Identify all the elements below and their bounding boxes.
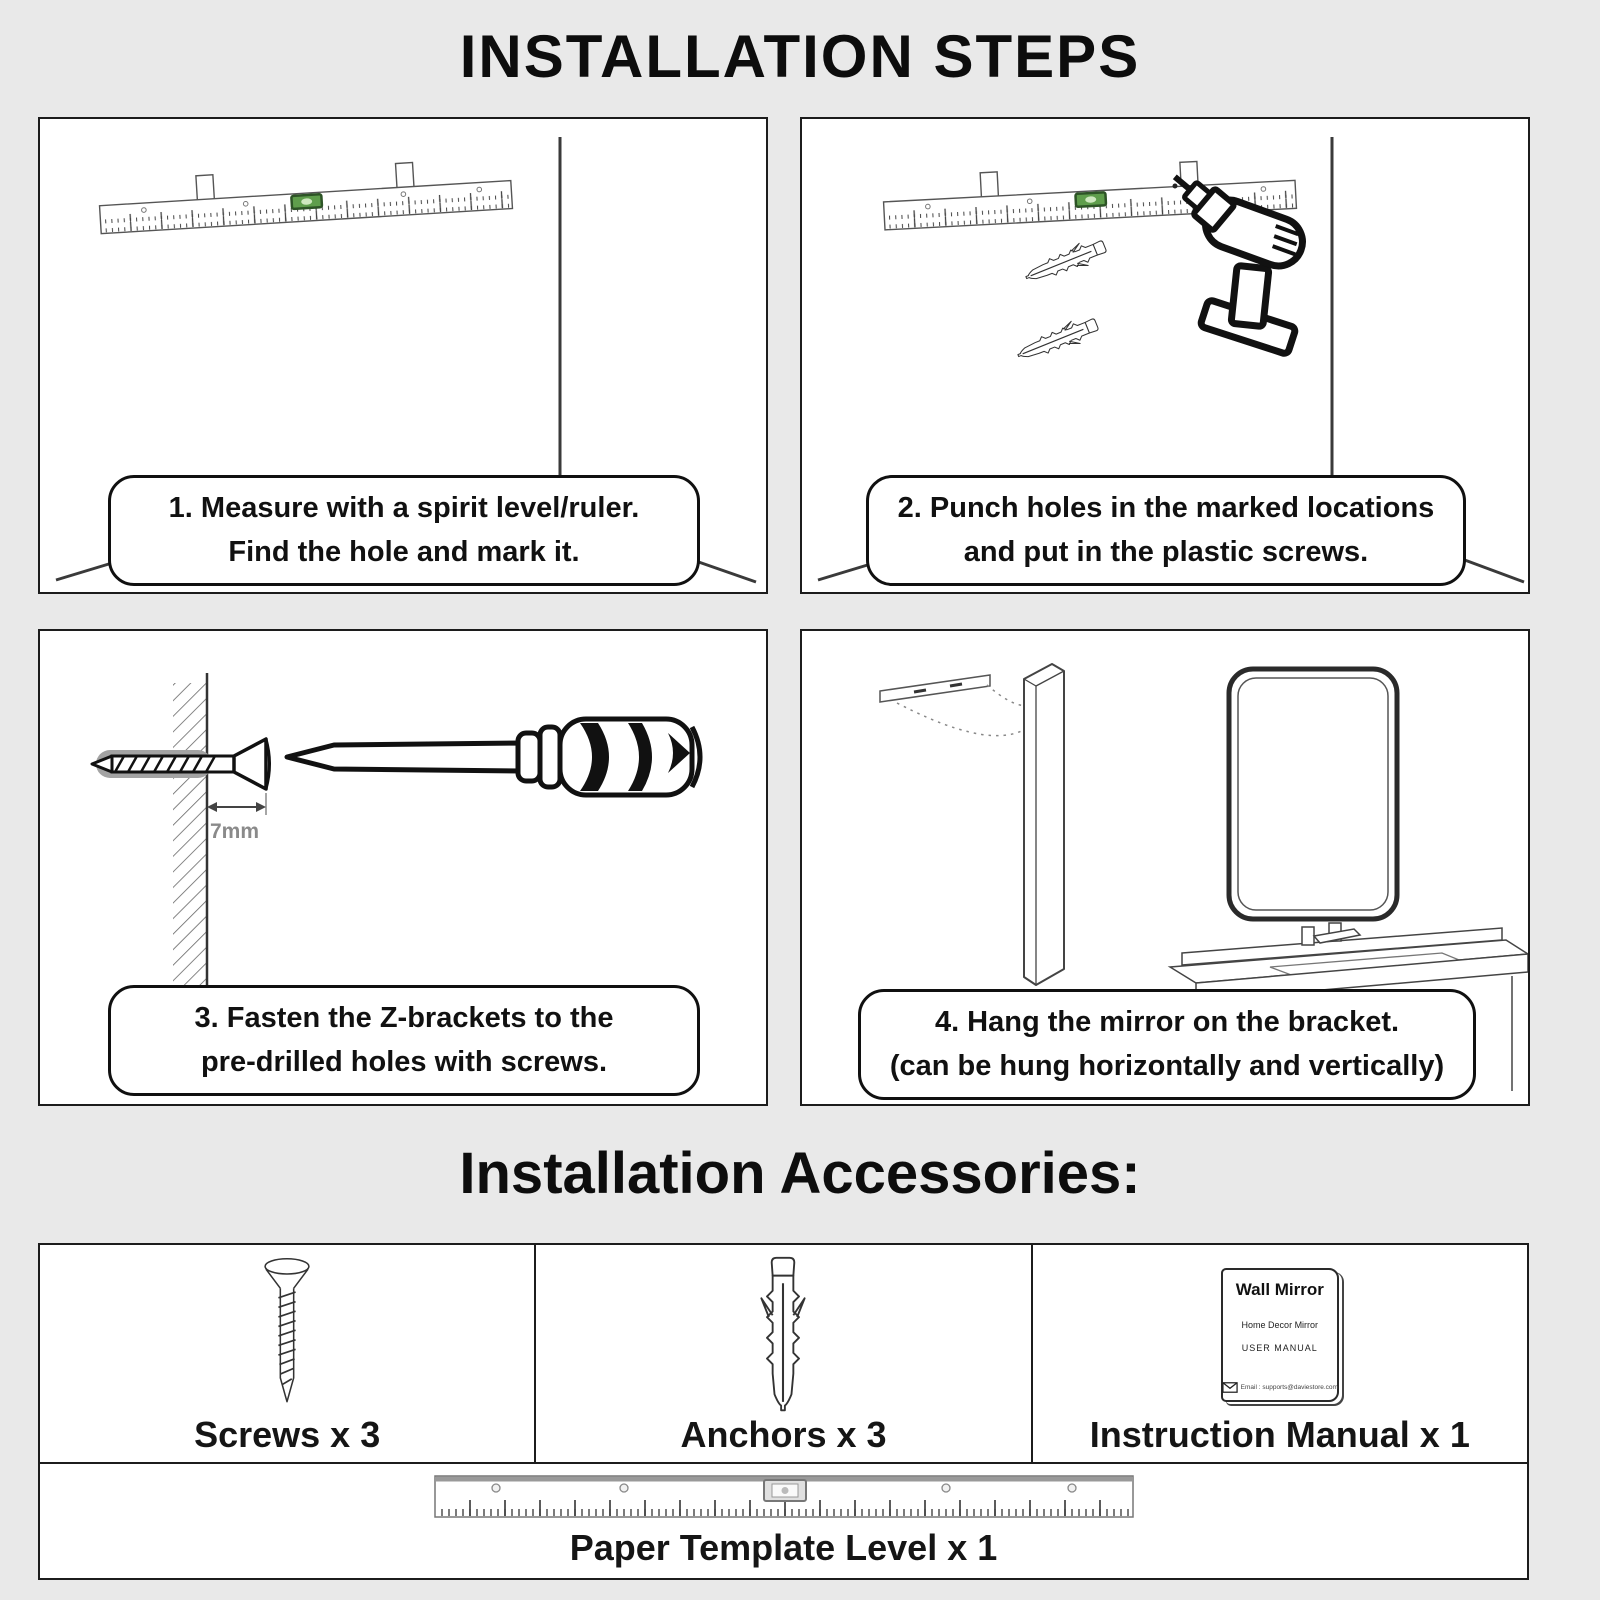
step-panel-2 (800, 117, 1530, 594)
dimension-label: 7mm (210, 820, 260, 843)
manual-card (1221, 1268, 1339, 1402)
plastic-anchor-icon (1022, 235, 1109, 289)
step4-line2: (can be hung horizontally and vertically) (889, 1049, 1445, 1082)
wall-anchor-icon (750, 1255, 816, 1414)
step1-line1: 1. Measure with a spirit level/ruler. (168, 492, 640, 524)
manual-card-title: Wall Mirror (1235, 1279, 1324, 1299)
plastic-anchor-icon (1014, 313, 1101, 367)
step-panel-1 (38, 117, 768, 594)
step-caption-1 (108, 475, 700, 586)
manual-card-subtitle: Home Decor Mirror (1241, 1319, 1319, 1330)
step2-line1: 2. Punch holes in the marked locations (897, 492, 1435, 524)
floor-line-right (690, 559, 756, 582)
dimension-arrowhead-left (207, 802, 217, 812)
manual-card-email: Email : supports@daviestore.com (1240, 1383, 1338, 1391)
template-level-label: Paper Template Level x 1 (569, 1527, 998, 1568)
step-panel-4 (800, 629, 1530, 1106)
step1-line2: Find the hole and mark it. (228, 535, 580, 568)
mirror-front-view-icon (1229, 669, 1397, 919)
step2-line2: and put in the plastic screws. (963, 535, 1369, 568)
accessories-table (38, 1243, 1529, 1580)
screw-icon (255, 1255, 319, 1414)
step-caption-2 (866, 475, 1466, 586)
mirror-side-view-icon (1024, 664, 1064, 985)
accessories-heading: Installation Accessories: (459, 1141, 1141, 1206)
accessory-cell-screws (40, 1245, 536, 1462)
floor-line-right (1462, 559, 1524, 582)
bracket-mark (914, 690, 926, 692)
paper-level-ruler-icon (98, 157, 512, 234)
accessory-cell-anchors (536, 1245, 1032, 1462)
accessory-label-screws: Screws x 3 (194, 1414, 381, 1455)
envelope-icon (1222, 1382, 1238, 1393)
instruction-manual-icon (1221, 1255, 1339, 1414)
accessory-label-anchors: Anchors x 3 (680, 1414, 887, 1455)
step3-line1: 3. Fasten the Z-brackets to the (194, 1002, 614, 1034)
accessories-bottom-row (40, 1464, 1527, 1578)
manual-card-email-row (1222, 1382, 1338, 1393)
drill-mark-dot (1173, 184, 1178, 189)
accessories-top-row (40, 1245, 1527, 1464)
step-caption-3 (108, 985, 700, 1096)
step4-line1: 4. Hang the mirror on the bracket. (934, 1006, 1400, 1038)
step3-line2: pre-drilled holes with screws. (200, 1045, 608, 1078)
step-caption-4 (858, 989, 1476, 1100)
bracket-rail-icon (880, 675, 990, 702)
accessory-label-manual: Instruction Manual x 1 (1089, 1414, 1470, 1455)
manual-card-user-manual: USER MANUAL (1241, 1342, 1318, 1353)
paper-template-level-icon (434, 1473, 1134, 1519)
accessory-cell-manual (1033, 1245, 1527, 1462)
bracket-mark (950, 684, 962, 686)
faucet-handle (1302, 927, 1314, 945)
dimension-arrowhead-right (256, 802, 266, 812)
page-title: INSTALLATION STEPS (459, 23, 1141, 90)
step-panel-3 (38, 629, 768, 1106)
screwdriver-icon (287, 719, 700, 795)
